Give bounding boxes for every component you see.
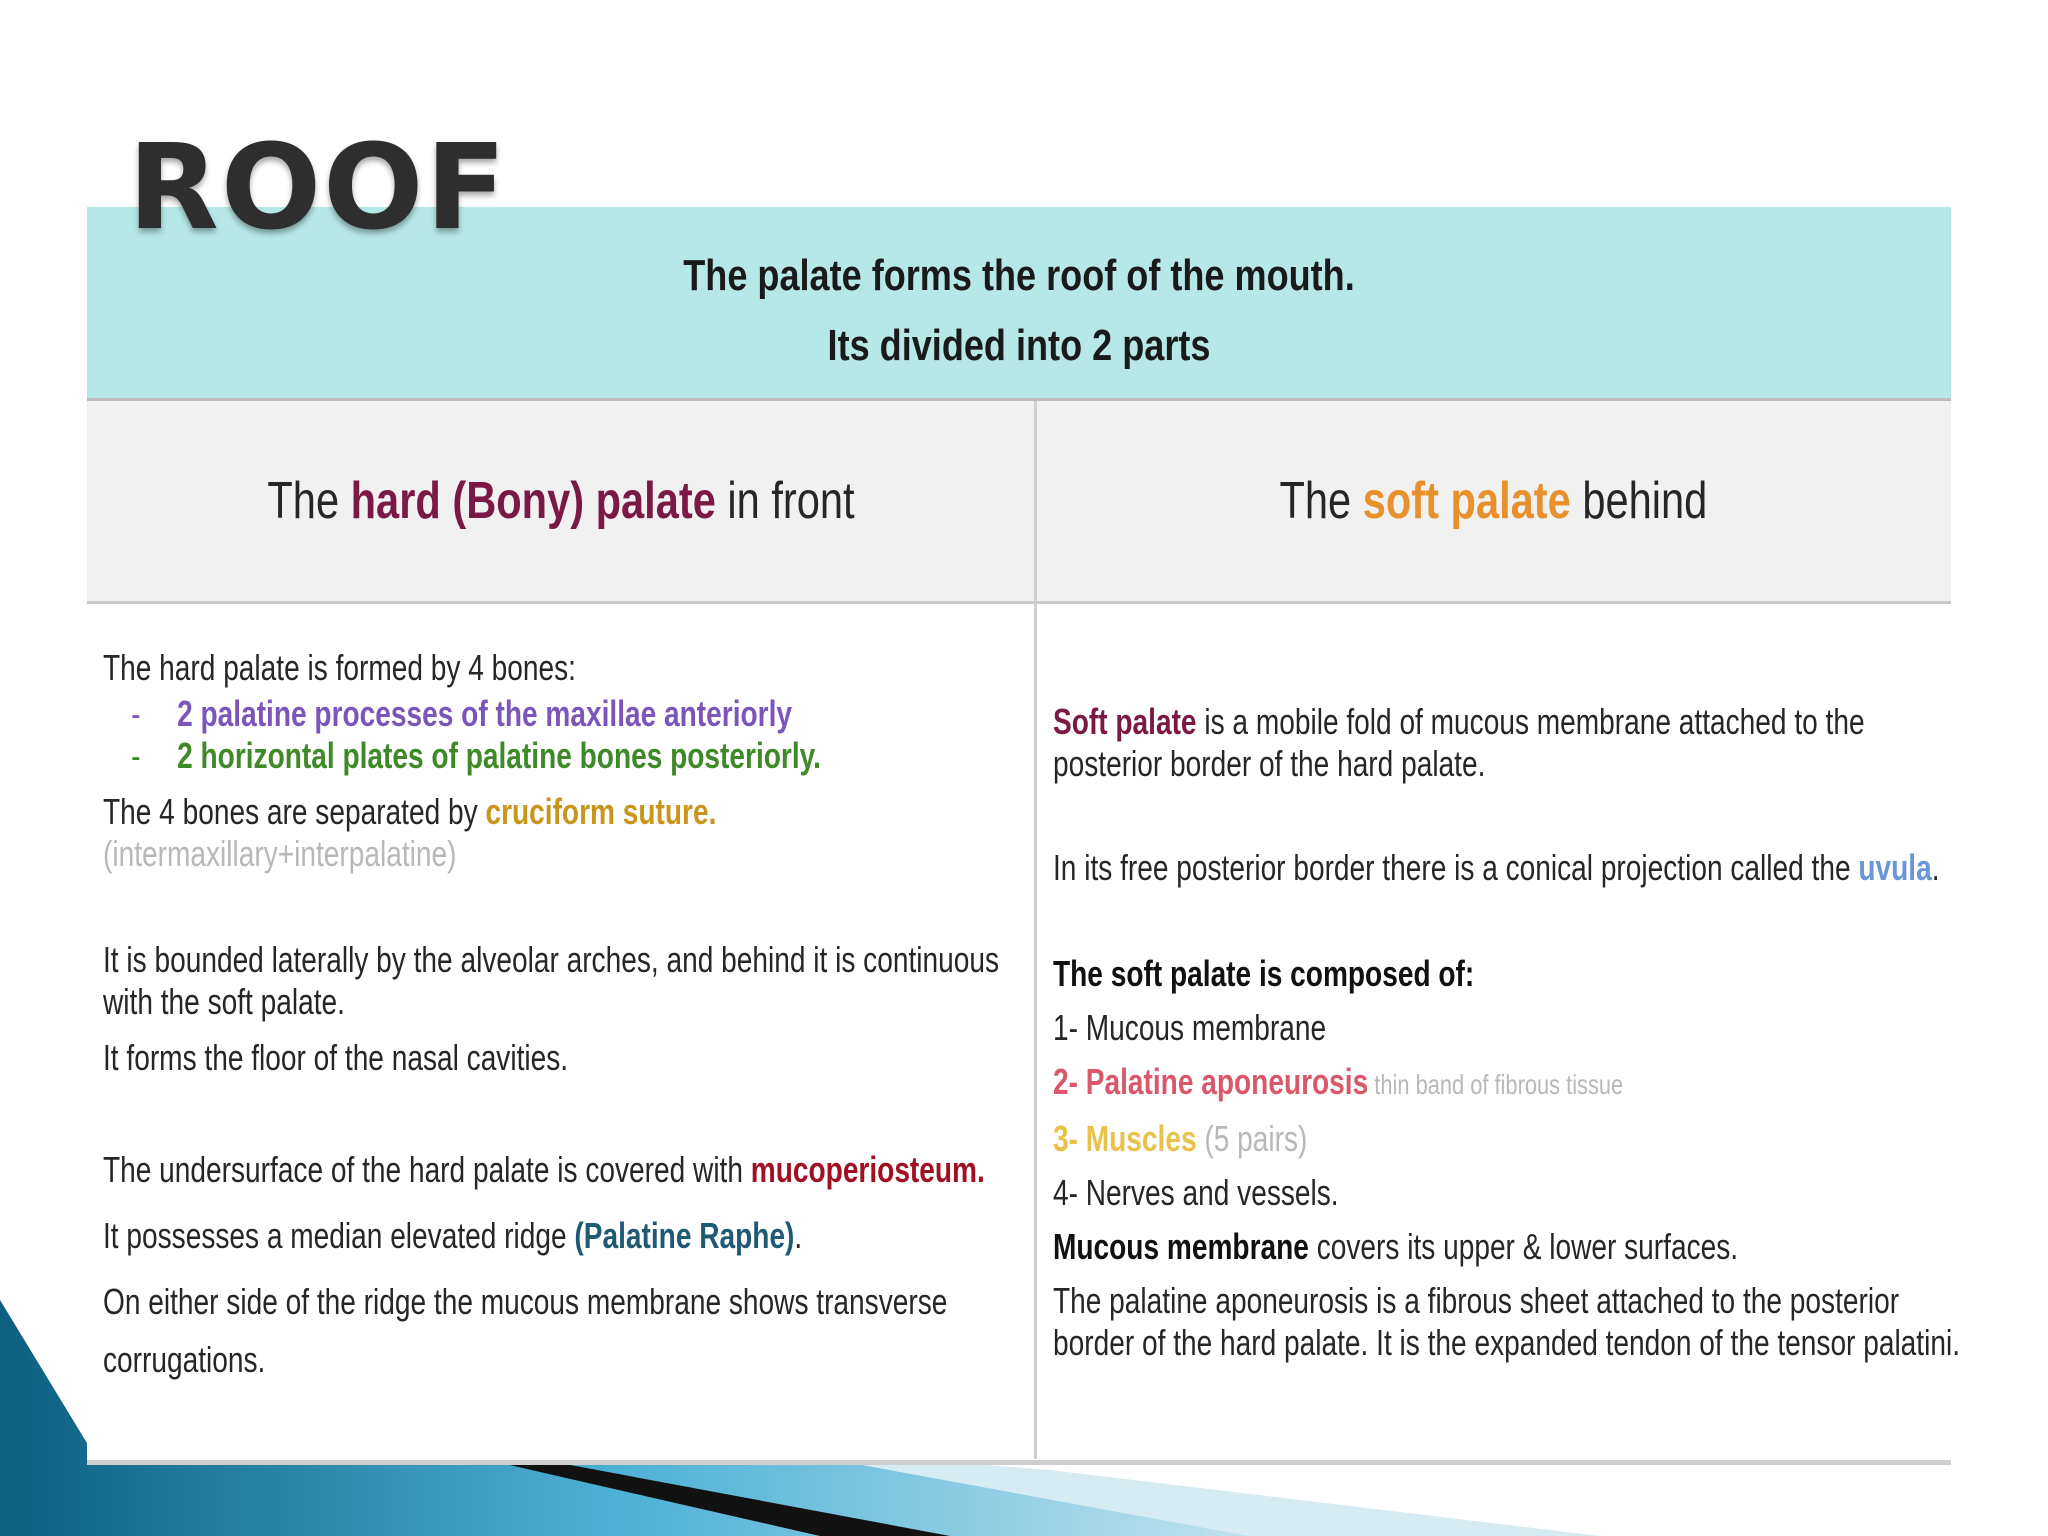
undersurface-line: The undersurface of the hard palate is covered with mucoperiosteum. bbox=[103, 1149, 985, 1190]
soft-palate-heading bbox=[1035, 401, 1951, 604]
aponeurosis-line-2: border of the hard palate. It is the expanded tendon of the tensor palatini. bbox=[1053, 1322, 1960, 1363]
table-bottom-border bbox=[87, 1460, 1951, 1465]
bounded-line-1: It is bounded laterally by the alveolar arches, and behind it is continuous bbox=[103, 939, 1000, 980]
uvula-line: In its free posterior border there is a conical projection called the uvula. bbox=[1053, 847, 1940, 888]
bounded-line-2: with the soft palate. bbox=[103, 981, 345, 1022]
heading-text: in front bbox=[715, 472, 855, 530]
bullet-item: - 2 palatine processes of the maxillae anteriorly bbox=[131, 693, 792, 734]
separated-note: (intermaxillary+interpalatine) bbox=[103, 833, 457, 874]
hard-palate-heading bbox=[87, 401, 1035, 604]
palatine-raphe-term: (Palatine Raphe) bbox=[574, 1215, 795, 1256]
component-item: 4- Nerves and vessels. bbox=[1053, 1172, 1339, 1213]
header-line-2: Its divided into 2 parts bbox=[827, 321, 1211, 370]
either-side-line-2: corrugations. bbox=[103, 1339, 266, 1380]
component-item: 2- Palatine aponeurosis thin band of fibrous tissue bbox=[1053, 1061, 1624, 1102]
aponeurosis-line-1: The palatine aponeurosis is a fibrous sheet attached to the posterior bbox=[1053, 1280, 1900, 1321]
hard-intro: The hard palate is formed by 4 bones: bbox=[103, 647, 576, 688]
composed-heading: The soft palate is composed of: bbox=[1053, 953, 1475, 994]
mucoperiosteum-term: mucoperiosteum. bbox=[750, 1149, 985, 1190]
palate-table bbox=[87, 207, 1960, 1465]
hard-palate-column bbox=[103, 627, 1023, 1381]
ridge-line: It possesses a median elevated ridge (Palatine Raphe). bbox=[103, 1215, 803, 1256]
soft-def-line-2: posterior border of the hard palate. bbox=[1053, 743, 1486, 784]
heading-text: behind bbox=[1570, 472, 1707, 530]
slide-title: ROOF bbox=[128, 118, 509, 256]
hard-palate-term: hard (Bony) palate bbox=[350, 472, 716, 530]
column-divider bbox=[1034, 401, 1037, 1459]
soft-palate-term: soft palate bbox=[1362, 472, 1571, 530]
component-item: 1- Mucous membrane bbox=[1053, 1007, 1327, 1048]
heading-text: The bbox=[1279, 472, 1363, 530]
uvula-term: uvula bbox=[1858, 847, 1932, 888]
separated-line: The 4 bones are separated by cruciform suture. bbox=[103, 791, 717, 832]
soft-palate-column bbox=[1053, 627, 1960, 1364]
mucous-membrane-line: Mucous membrane covers its upper & lower surfaces. bbox=[1053, 1226, 1739, 1267]
either-side-line-1: On either side of the ridge the mucous membrane shows transverse bbox=[103, 1281, 948, 1322]
soft-def-line-1: Soft palate is a mobile fold of mucous membrane attached to the bbox=[1053, 701, 1865, 742]
cruciform-suture-term: cruciform suture. bbox=[485, 791, 717, 832]
header-line-1: The palate forms the roof of the mouth. bbox=[683, 251, 1355, 300]
bullet-item: - 2 horizontal plates of palatine bones posteriorly. bbox=[131, 735, 821, 776]
soft-palate-term: Soft palate bbox=[1053, 701, 1197, 742]
component-item: 3- Muscles (5 pairs) bbox=[1053, 1118, 1308, 1159]
heading-text: The bbox=[267, 472, 351, 530]
floor-line: It forms the floor of the nasal cavities. bbox=[103, 1037, 569, 1078]
